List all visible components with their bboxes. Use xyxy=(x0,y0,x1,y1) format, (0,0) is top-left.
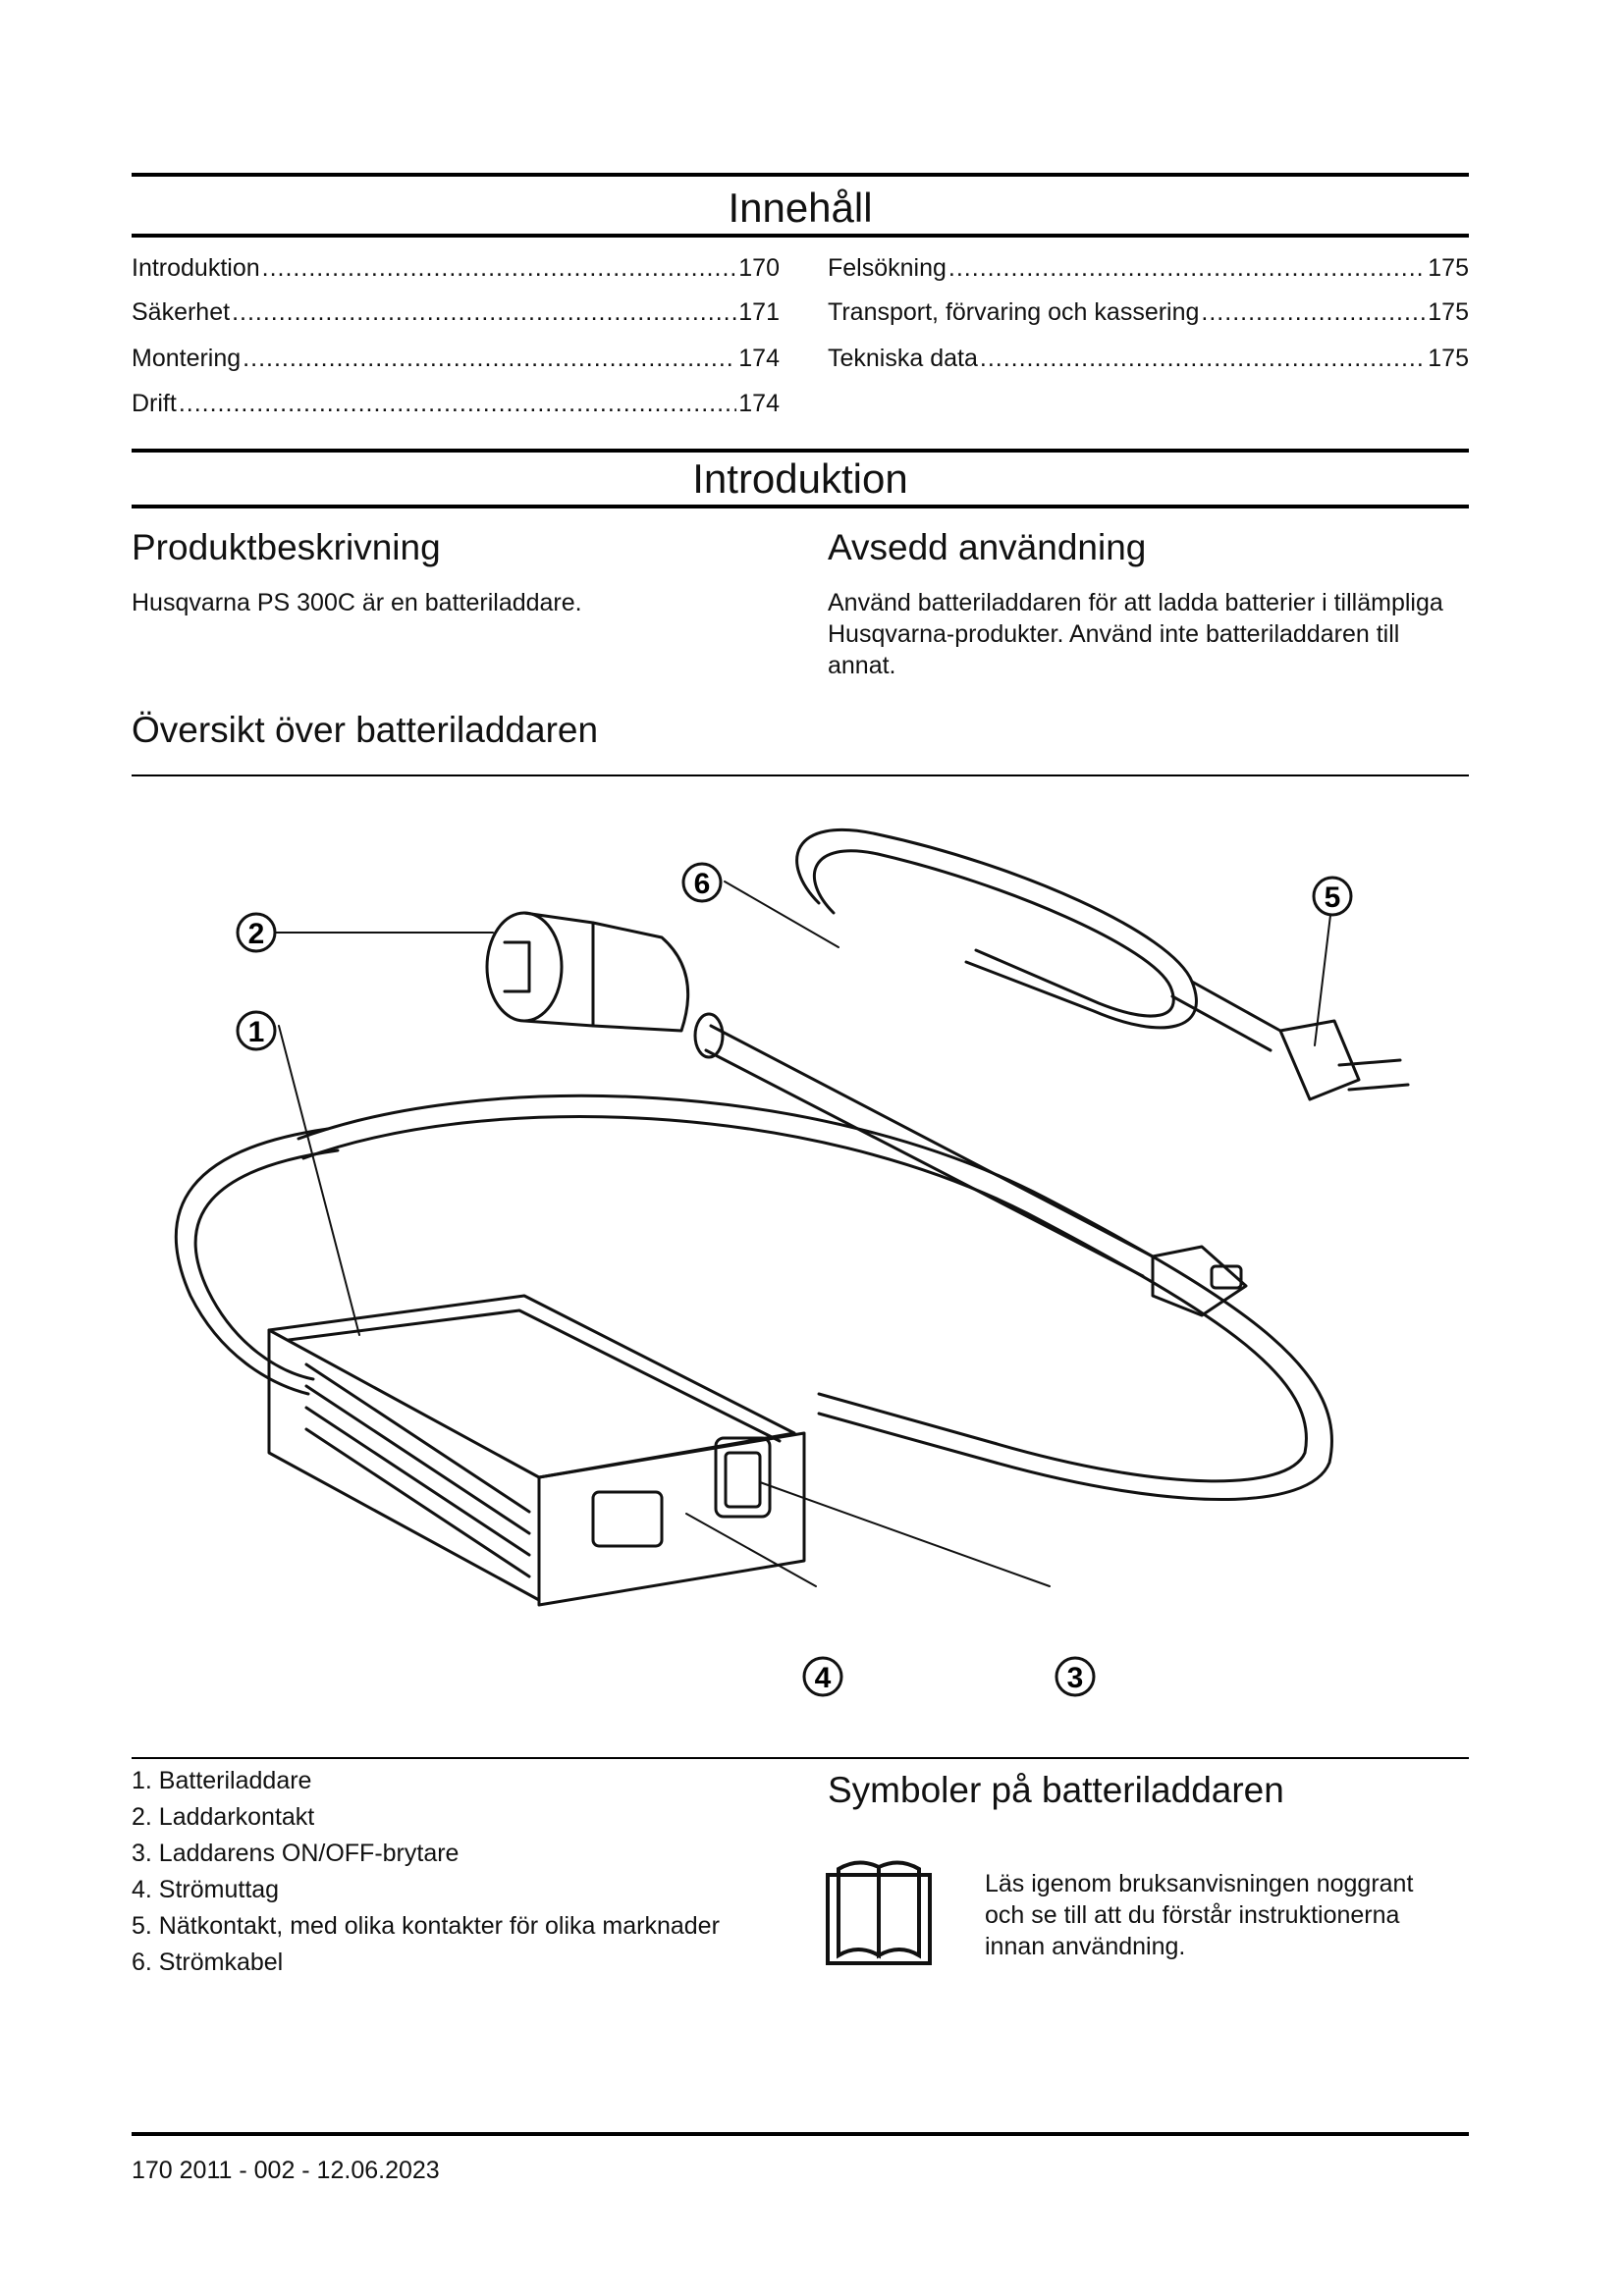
footer-rule xyxy=(132,2132,1469,2136)
svg-text:4: 4 xyxy=(814,1662,832,1694)
svg-text:5: 5 xyxy=(1324,881,1341,914)
toc-title: Innehåll xyxy=(728,185,873,231)
legend-rule xyxy=(132,1757,1469,1759)
intended-use-line: Husqvarna-produkter. Använd inte batteriladdaren till xyxy=(828,620,1400,648)
product-description-text: Husqvarna PS 300C är en batteriladdare. xyxy=(132,589,582,616)
callout-1 xyxy=(238,1012,275,1049)
legend-item: 4. Strömuttag xyxy=(132,1876,280,1903)
open-book-icon xyxy=(825,1857,933,1967)
toc-entry[interactable]: Montering ..... 174 xyxy=(132,344,780,373)
legend-item: 3. Laddarens ON/OFF-brytare xyxy=(132,1840,460,1867)
symbol-description-line: innan användning. xyxy=(985,1933,1186,1960)
overview-heading: Översikt över batteriladdaren xyxy=(132,710,599,750)
toc-bottom-rule xyxy=(132,234,1469,238)
toc-entry[interactable]: Transport, förvaring och kassering ..... 175 xyxy=(828,297,1469,327)
mains-plug xyxy=(1280,1021,1408,1099)
intended-use-line: annat. xyxy=(828,652,896,679)
product-description-heading: Produktbeskrivning xyxy=(132,527,441,567)
callout-6 xyxy=(683,864,721,901)
footer-text: 170 2011 - 002 - 12.06.2023 xyxy=(132,2157,440,2184)
svg-text:6: 6 xyxy=(693,868,711,900)
legend-item: 6. Strömkabel xyxy=(132,1949,284,1976)
charger-connector xyxy=(487,913,723,1057)
toc-entry[interactable]: Säkerhet ..... 171 xyxy=(132,297,780,327)
symbol-description-line: Läs igenom bruksanvisningen noggrant xyxy=(985,1870,1414,1897)
intended-use-line: Använd batteriladdaren för att ladda batterier i tillämpliga xyxy=(828,589,1443,616)
toc-entry[interactable]: Drift ..... 174 xyxy=(132,389,780,418)
intro-title: Introduktion xyxy=(692,455,908,502)
charger-illustration xyxy=(132,785,1469,1718)
overview-rule xyxy=(132,774,1469,776)
symbol-description-line: och se till att du förstår instruktionerna xyxy=(985,1901,1400,1929)
callout-4 xyxy=(804,1658,841,1695)
toc-entry[interactable]: Introduktion ..... 170 xyxy=(132,253,780,283)
symbols-heading: Symboler på batteriladdaren xyxy=(828,1770,1284,1810)
callout-3 xyxy=(1056,1658,1094,1695)
callout-2 xyxy=(238,914,275,951)
callout-5 xyxy=(1314,878,1351,915)
svg-text:3: 3 xyxy=(1066,1662,1084,1694)
intended-use-heading: Avsedd användning xyxy=(828,527,1147,567)
legend-item: 5. Nätkontakt, med olika kontakter för olika marknader xyxy=(132,1912,720,1940)
legend-list xyxy=(132,1763,720,1981)
toc-entry[interactable]: Felsökning ..... 175 xyxy=(828,253,1469,283)
legend-item: 2. Laddarkontakt xyxy=(132,1803,315,1831)
intro-bottom-rule xyxy=(132,505,1469,508)
charger-body xyxy=(269,1296,804,1605)
legend-item: 1. Batteriladdare xyxy=(132,1767,312,1794)
toc-entry[interactable]: Tekniska data ..... 175 xyxy=(828,344,1469,373)
svg-text:2: 2 xyxy=(247,918,265,950)
intro-top-rule xyxy=(132,449,1469,453)
svg-text:1: 1 xyxy=(247,1016,265,1048)
toc-top-rule xyxy=(132,173,1469,177)
power-cord xyxy=(706,829,1280,1276)
